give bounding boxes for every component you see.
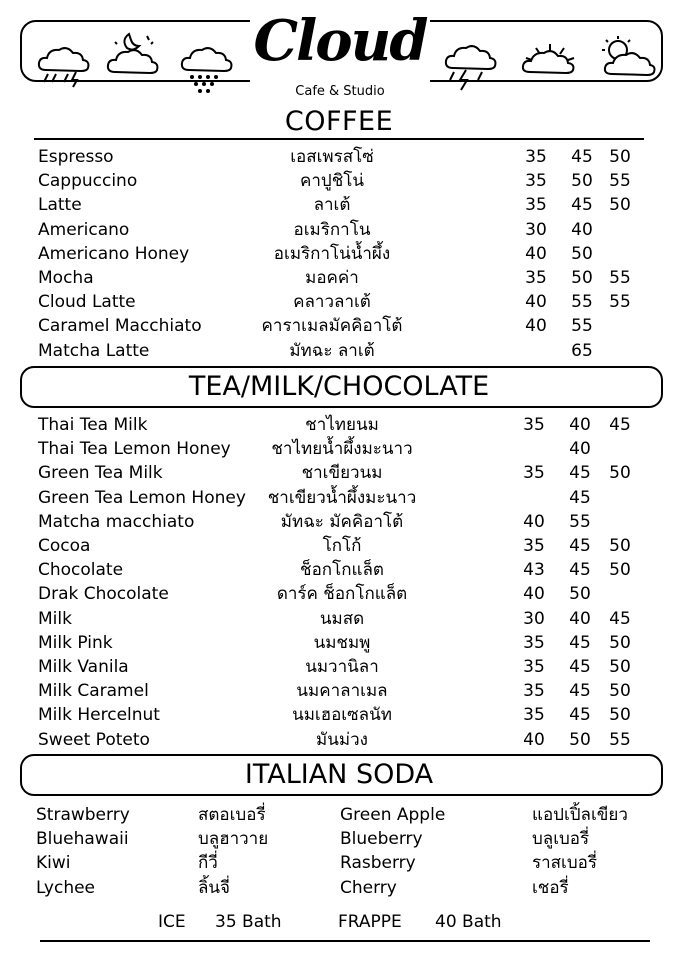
item-price: 45	[569, 705, 591, 726]
menu-item-row	[0, 290, 678, 314]
soda-name-en: Rasberry	[340, 853, 416, 874]
item-price: 35	[525, 147, 547, 167]
item-price: 45	[571, 195, 593, 216]
soda-name-en: Lychee	[36, 877, 96, 898]
item-name-en: Green Tea Lemon Honey	[38, 487, 246, 508]
item-price: 45	[609, 415, 631, 435]
item-price: 65	[571, 340, 593, 361]
item-name-th: นมคาลาเมล	[296, 681, 388, 702]
soda-name-en: Bluehawaii	[36, 829, 129, 850]
item-name-en: Milk	[38, 608, 72, 629]
item-price: 50	[609, 632, 631, 653]
night-cloud-icon	[105, 30, 161, 78]
logo-wordmark: Cloud	[253, 8, 427, 74]
item-price: 35	[525, 195, 547, 216]
item-name-en: Green Tea Milk	[38, 463, 163, 484]
item-price: 50	[569, 584, 591, 605]
soda-name-th: ลิ้นจี่	[198, 877, 230, 898]
item-price: 35	[523, 463, 545, 484]
item-name-th: ชาเขียวนม	[301, 463, 383, 484]
soda-name-th: สตอเบอรี่	[198, 805, 266, 825]
menu-item-row	[0, 728, 678, 752]
item-price: 50	[609, 560, 631, 581]
item-name-en: Sweet Poteto	[38, 729, 150, 750]
item-price: 50	[609, 463, 631, 484]
item-price: 50	[609, 657, 631, 677]
sunrise-cloud-icon	[520, 38, 580, 78]
item-name-en: Espresso	[38, 147, 114, 167]
partly-sunny-icon	[598, 34, 656, 80]
item-name-en: Matcha macchiato	[38, 511, 195, 532]
soda-row	[0, 851, 678, 875]
menu-item-row	[0, 655, 678, 679]
item-price: 35	[525, 171, 547, 192]
ice-price: 35 Bath	[215, 912, 282, 932]
item-name-en: Cappuccino	[38, 171, 138, 192]
item-name-en: Latte	[38, 195, 82, 216]
item-name-th: ชาเขียวน้ำผึ้งมะนาว	[267, 487, 417, 508]
item-price: 35	[523, 657, 545, 677]
item-name-en: Cocoa	[38, 536, 91, 556]
footer-divider	[40, 940, 650, 942]
item-name-en: Caramel Macchiato	[38, 316, 202, 337]
soda-name-en: Green Apple	[340, 805, 446, 825]
logo	[250, 6, 430, 104]
item-name-en: Milk Vanila	[38, 657, 129, 677]
menu-item-row	[0, 413, 678, 437]
soda-name-th: บลูเบอรี่	[532, 829, 590, 850]
item-name-th: คาราเมลมัคคิอาโต้	[261, 316, 403, 337]
item-price: 50	[609, 195, 631, 216]
coffee-section-title: COFFEE	[284, 106, 394, 137]
item-price: 30	[525, 219, 547, 240]
item-price: 50	[571, 268, 593, 288]
frappe-price: 40 Bath	[435, 912, 502, 932]
rain-cloud-icon	[178, 40, 236, 94]
item-price: 40	[523, 729, 545, 750]
item-price: 40	[523, 511, 545, 532]
item-name-th: นมสด	[319, 608, 365, 629]
menu-item-row	[0, 266, 678, 290]
item-price: 50	[609, 536, 631, 556]
menu-item-row	[0, 607, 678, 631]
menu-item-row	[0, 339, 678, 363]
soda-row	[0, 827, 678, 851]
item-name-th: ช็อกโกแล็ต	[300, 560, 384, 581]
item-name-en: Americano Honey	[38, 243, 190, 264]
item-price: 45	[569, 681, 591, 702]
coffee-divider	[34, 138, 644, 140]
item-name-th: นมเฮอเซลนัท	[292, 705, 392, 726]
soda-name-th: แอปเปิ้ลเขียว	[532, 805, 628, 825]
item-name-th: มอคค่า	[305, 268, 359, 288]
item-name-th: นมชมพู	[313, 632, 371, 653]
item-price: 50	[609, 681, 631, 702]
item-price: 35	[523, 681, 545, 702]
menu-item-row	[0, 242, 678, 266]
menu-item-row	[0, 582, 678, 606]
item-name-th: ดาร์ค ช็อกโกแล็ต	[276, 584, 408, 605]
menu-item-row	[0, 534, 678, 558]
tea-section-title: TEA/MILK/CHOCOLATE	[188, 371, 490, 402]
item-price: 50	[571, 243, 593, 264]
item-name-th: คาปูชิโน่	[300, 171, 364, 192]
soda-name-en: Kiwi	[36, 853, 71, 874]
menu-item-row	[0, 145, 678, 169]
soda-section-title: ITALIAN SODA	[244, 759, 434, 790]
soda-name-en: Blueberry	[340, 829, 423, 850]
soda-row	[0, 876, 678, 900]
item-name-en: Mocha	[38, 268, 94, 288]
item-price: 40	[571, 219, 593, 240]
menu-item-row	[0, 437, 678, 461]
item-price: 35	[523, 632, 545, 653]
item-price: 50	[609, 147, 631, 167]
item-name-th: มัทฉะ ลาเต้	[289, 340, 375, 361]
menu-item-row	[0, 631, 678, 655]
item-price: 55	[609, 292, 631, 313]
item-price: 45	[569, 632, 591, 653]
item-price: 40	[523, 584, 545, 605]
item-price: 35	[523, 536, 545, 556]
item-price: 55	[571, 292, 593, 313]
item-name-th: มันม่วง	[316, 729, 368, 750]
item-price: 40	[525, 292, 547, 313]
soda-name-en: Strawberry	[36, 805, 130, 825]
item-price: 40	[569, 415, 591, 435]
storm-cloud-icon	[442, 40, 500, 92]
menu-item-row	[0, 558, 678, 582]
item-name-th: เอสเพรสโซ่	[290, 147, 374, 167]
item-price: 40	[569, 608, 591, 629]
item-price: 35	[525, 268, 547, 288]
menu-item-row	[0, 193, 678, 217]
soda-name-th: ราสเบอรี่	[532, 853, 597, 874]
item-price: 55	[609, 268, 631, 288]
item-price: 40	[525, 316, 547, 337]
item-price: 45	[609, 608, 631, 629]
item-name-th: มัทฉะ มัคคิอาโต้	[280, 511, 404, 532]
soda-price-line	[0, 909, 678, 935]
menu-item-row	[0, 218, 678, 242]
item-price: 55	[569, 511, 591, 532]
thunderstorm-cloud-icon	[34, 40, 94, 88]
menu-item-row	[0, 314, 678, 338]
item-name-en: Milk Hercelnut	[38, 705, 160, 726]
item-price: 35	[523, 705, 545, 726]
item-price: 30	[523, 608, 545, 629]
item-name-th: นมวานิลา	[305, 657, 379, 677]
item-name-en: Cloud Latte	[38, 292, 136, 313]
item-price: 55	[571, 316, 593, 337]
item-price: 35	[523, 415, 545, 435]
frappe-label: FRAPPE	[338, 912, 402, 932]
menu-item-row	[0, 486, 678, 510]
menu-item-row	[0, 461, 678, 485]
item-name-th: อเมริกาโน	[293, 219, 371, 240]
menu-item-row	[0, 510, 678, 534]
item-price: 45	[569, 487, 591, 508]
item-name-th: ชาไทยนม	[305, 415, 379, 435]
item-price: 40	[569, 439, 591, 460]
ice-label: ICE	[158, 912, 186, 932]
item-price: 50	[569, 729, 591, 750]
item-name-en: Thai Tea Lemon Honey	[38, 439, 231, 460]
item-name-en: Drak Chocolate	[38, 584, 169, 605]
menu-item-row	[0, 703, 678, 727]
item-name-th: ชาไทยน้ำผึ้งมะนาว	[271, 439, 413, 460]
item-name-en: Thai Tea Milk	[38, 415, 148, 435]
item-price: 45	[569, 657, 591, 677]
menu-item-row	[0, 679, 678, 703]
item-name-en: Milk Caramel	[38, 681, 149, 702]
item-name-th: คลาวลาเต้	[293, 292, 371, 313]
item-name-th: อเมริกาโน่น้ำผึ้ง	[273, 243, 391, 264]
item-price: 43	[523, 560, 545, 581]
item-name-en: Milk Pink	[38, 632, 113, 653]
soda-name-en: Cherry	[340, 877, 397, 898]
item-name-en: Chocolate	[38, 560, 124, 581]
item-price: 45	[571, 147, 593, 167]
item-price: 45	[569, 463, 591, 484]
item-name-th: ลาเต้	[313, 195, 351, 216]
item-price: 50	[609, 705, 631, 726]
soda-row	[0, 803, 678, 827]
item-price: 50	[571, 171, 593, 192]
soda-name-th: บลูฮาวาย	[198, 829, 269, 850]
item-name-en: Americano	[38, 219, 130, 240]
item-price: 40	[525, 243, 547, 264]
item-name-en: Matcha Latte	[38, 340, 150, 361]
soda-name-th: กีวี่	[198, 853, 218, 874]
menu-item-row	[0, 169, 678, 193]
soda-name-th: เชอรี่	[532, 877, 569, 898]
item-price: 55	[609, 171, 631, 192]
item-price: 45	[569, 560, 591, 581]
logo-tagline: Cafe & Studio	[295, 84, 385, 99]
item-name-th: โกโก้	[322, 536, 362, 556]
item-price: 55	[609, 729, 631, 750]
item-price: 45	[569, 536, 591, 556]
